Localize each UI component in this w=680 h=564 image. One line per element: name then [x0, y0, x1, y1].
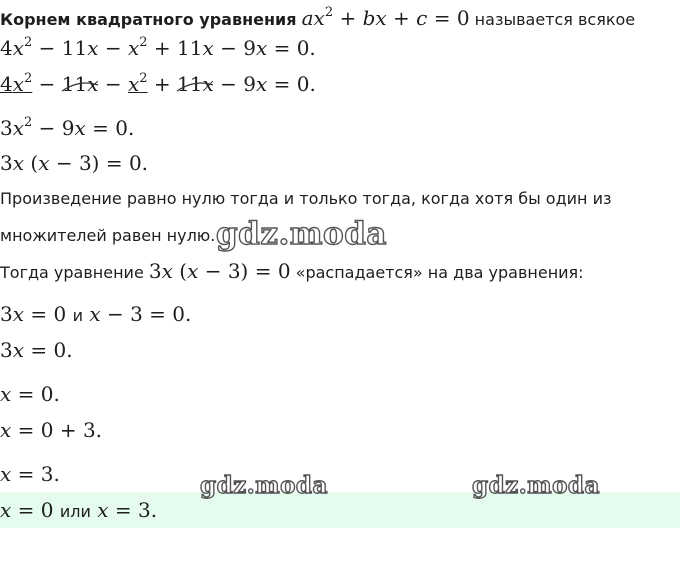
conjunction-and: и	[72, 306, 83, 325]
struck-term-plus-11x: 11x	[177, 72, 214, 96]
intro-label: Корнем квадратного уравнения	[0, 10, 297, 29]
equation-simplify: $4x^2 - 11x$ − $x^2 + 11x$ − 9x = 0.	[0, 71, 316, 96]
intro-line	[0, 6, 635, 32]
equation-3x-zero: 3x = 0.	[0, 338, 73, 362]
explanation-line-3	[0, 259, 584, 285]
intro-tail: называется всякое	[474, 10, 636, 29]
equation-factored: 3x (x − 3) = 0.	[0, 151, 149, 175]
explanation-line-2: множителей равен нулю.	[0, 226, 216, 245]
watermark-top: gdz.moda	[216, 216, 387, 252]
explanation-line-3-equation: 3x (x − 3) = 0	[148, 259, 291, 283]
equation-reduced: $3x^2 - 9x = 0$.	[0, 115, 135, 140]
answer-line: x = 0 или x = 3.	[0, 498, 158, 522]
underlined-term-4x2: $4x^2$	[0, 71, 33, 96]
equation-x-zero: x = 0.	[0, 382, 60, 406]
equation-x-three: x = 3.	[0, 462, 60, 486]
struck-term-11x: 11x	[61, 72, 99, 96]
conjunction-or: или	[59, 502, 91, 521]
watermark-bottom-left: gdz.moda	[200, 472, 328, 499]
explanation-line-3-pre: Тогда уравнение	[0, 263, 144, 282]
explanation-line-1: Произведение равно нулю тогда и только тогда, когда хотя бы один из	[0, 189, 612, 208]
equation-expanded: $4x^2 - 11x - x^2 + 11x - 9x = 0$.	[0, 35, 316, 60]
explanation-line-3-post: «распадается» на два уравнения:	[295, 263, 584, 282]
watermark-bottom-right: gdz.moda	[472, 472, 600, 499]
underlined-term-x2: $x^2$	[128, 71, 148, 96]
equations-split: 3x = 0 и x − 3 = 0.	[0, 302, 192, 326]
intro-equation: $ax^2$ + bx + c = 0	[301, 5, 470, 30]
equation-x-0-plus-3: x = 0 + 3.	[0, 418, 103, 442]
